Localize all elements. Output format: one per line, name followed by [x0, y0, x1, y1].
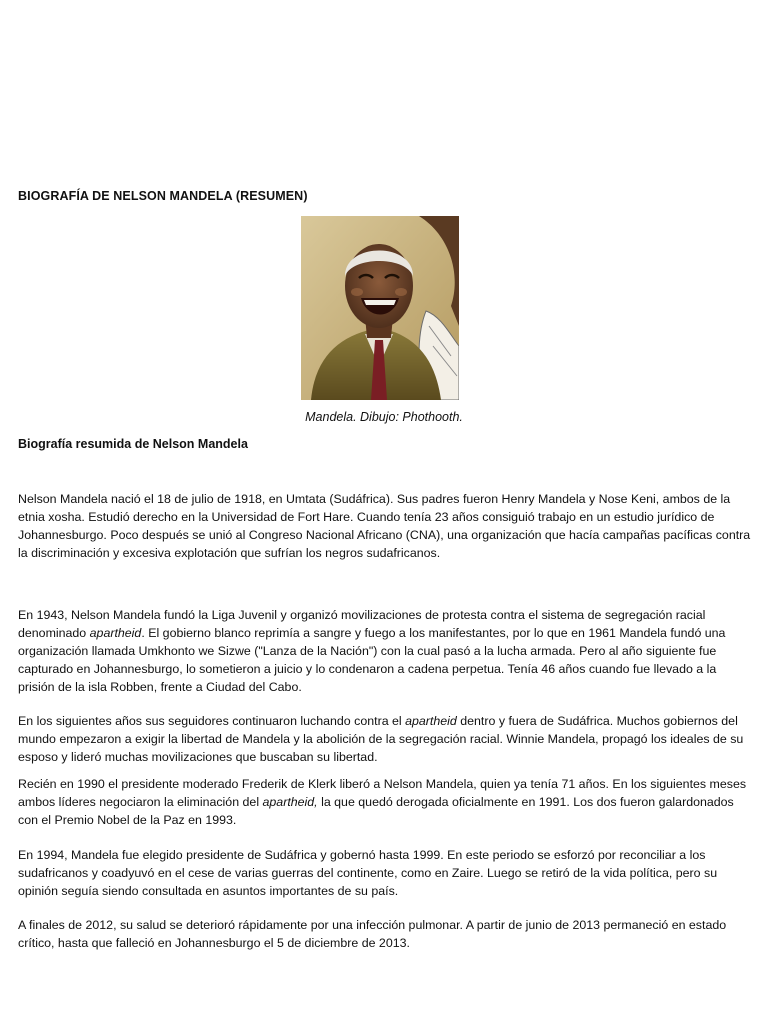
paragraph-presidency: En 1994, Mandela fue elegido presidente de Sudáfrica y gobernó hasta 1999. En este periodo se esforzó por reconciliar a los sudafricanos y coadyuvó en el cese de varias guerras del continente, como en Zaire. Luego se retiró de la vida política, pero su opinión seguía siendo consultada en asuntos importantes de su país.: [18, 848, 718, 898]
paragraph-text: En 1943, Nelson Mandela fundó la Liga Juvenil y organizó movilizaciones de protesta contra el sistema de segregación racial denominado: [18, 608, 706, 640]
section-subtitle: Biografía resumida de Nelson Mandela: [18, 437, 248, 451]
emphasis-apartheid: apartheid: [405, 714, 457, 728]
paragraph-release: [18, 775, 752, 829]
paragraph-death: A finales de 2012, su salud se deterioró rápidamente por una infección pulmonar. A partir de junio de 2013 permaneció en estado crítico, hasta que falleció en Johannesburgo el 5 de diciembre de 2013.: [18, 918, 727, 950]
paragraph-liga-juvenil: [18, 606, 752, 696]
paragraph-text: En los siguientes años sus seguidores continuaron luchando contra el: [18, 714, 406, 728]
paragraph-text: dentro y fuera de Sudáfrica. Muchos gobiernos del mundo empezaron a exigir la libertad de Mandela y la abolición de la segregación racial. Winnie Mandela, propagó los ideales de su esposo y lideró muchas movilizaciones que buscaban su libertad.: [18, 714, 744, 764]
figure-caption: [18, 410, 750, 424]
document-page: [18, 0, 750, 1024]
mandela-drawing: [301, 216, 459, 400]
paragraph-text: la que quedó derogada oficialmente en 1991. Los dos fueron galardonados con el Premio Nobel de la Paz en 1993.: [18, 795, 734, 827]
emphasis-apartheid: apartheid: [89, 626, 142, 640]
paragraph-text: . El gobierno blanco reprimía a sangre y fuego a los manifestantes, por lo que en 1961 Mandela fundó una organización llamada Umkhonto we Sizwe ("Lanza de la Nación") con la cual pasó a la lucha armada. Pero al año siguiente fue capturado en Johannesburgo, lo sometieron a juicio y lo condenaron a cadena perpetua. Tenía 46 años cuando fue llevado a la prisión de la isla Robben, frente a Ciudad del Cabo.: [18, 626, 726, 694]
paragraph-birth: Nelson Mandela nació el 18 de julio de 1918, en Umtata (Sudáfrica). Sus padres fueron Henry Mandela y Nose Keni, ambos de la etnia xosha. Estudió derecho en la Universidad de Fort Hare. Cuando tenía 23 años consiguió trabajo en un estudio jurídico de Johannesburgo. Poco después se unió al Congreso Nacional Africano (CNA), una organización que hacía campañas pacíficas contra la discriminación y excesiva explotación que sufrían los negros sudafricanos.: [18, 492, 751, 560]
document-title: BIOGRAFÍA DE NELSON MANDELA (RESUMEN): [18, 189, 308, 203]
figure-caption-text: Mandela. Dibujo: Phothooth.: [305, 410, 463, 424]
mandela-illustration: [301, 216, 459, 400]
emphasis-apartheid: apartheid,: [262, 795, 318, 809]
paragraph-followers: [18, 712, 752, 766]
paragraph-text: Recién en 1990 el presidente moderado Frederik de Klerk liberó a Nelson Mandela, quien ya tenía 71 años. En los siguientes meses ambos líderes negociaron la eliminación del: [18, 777, 747, 809]
